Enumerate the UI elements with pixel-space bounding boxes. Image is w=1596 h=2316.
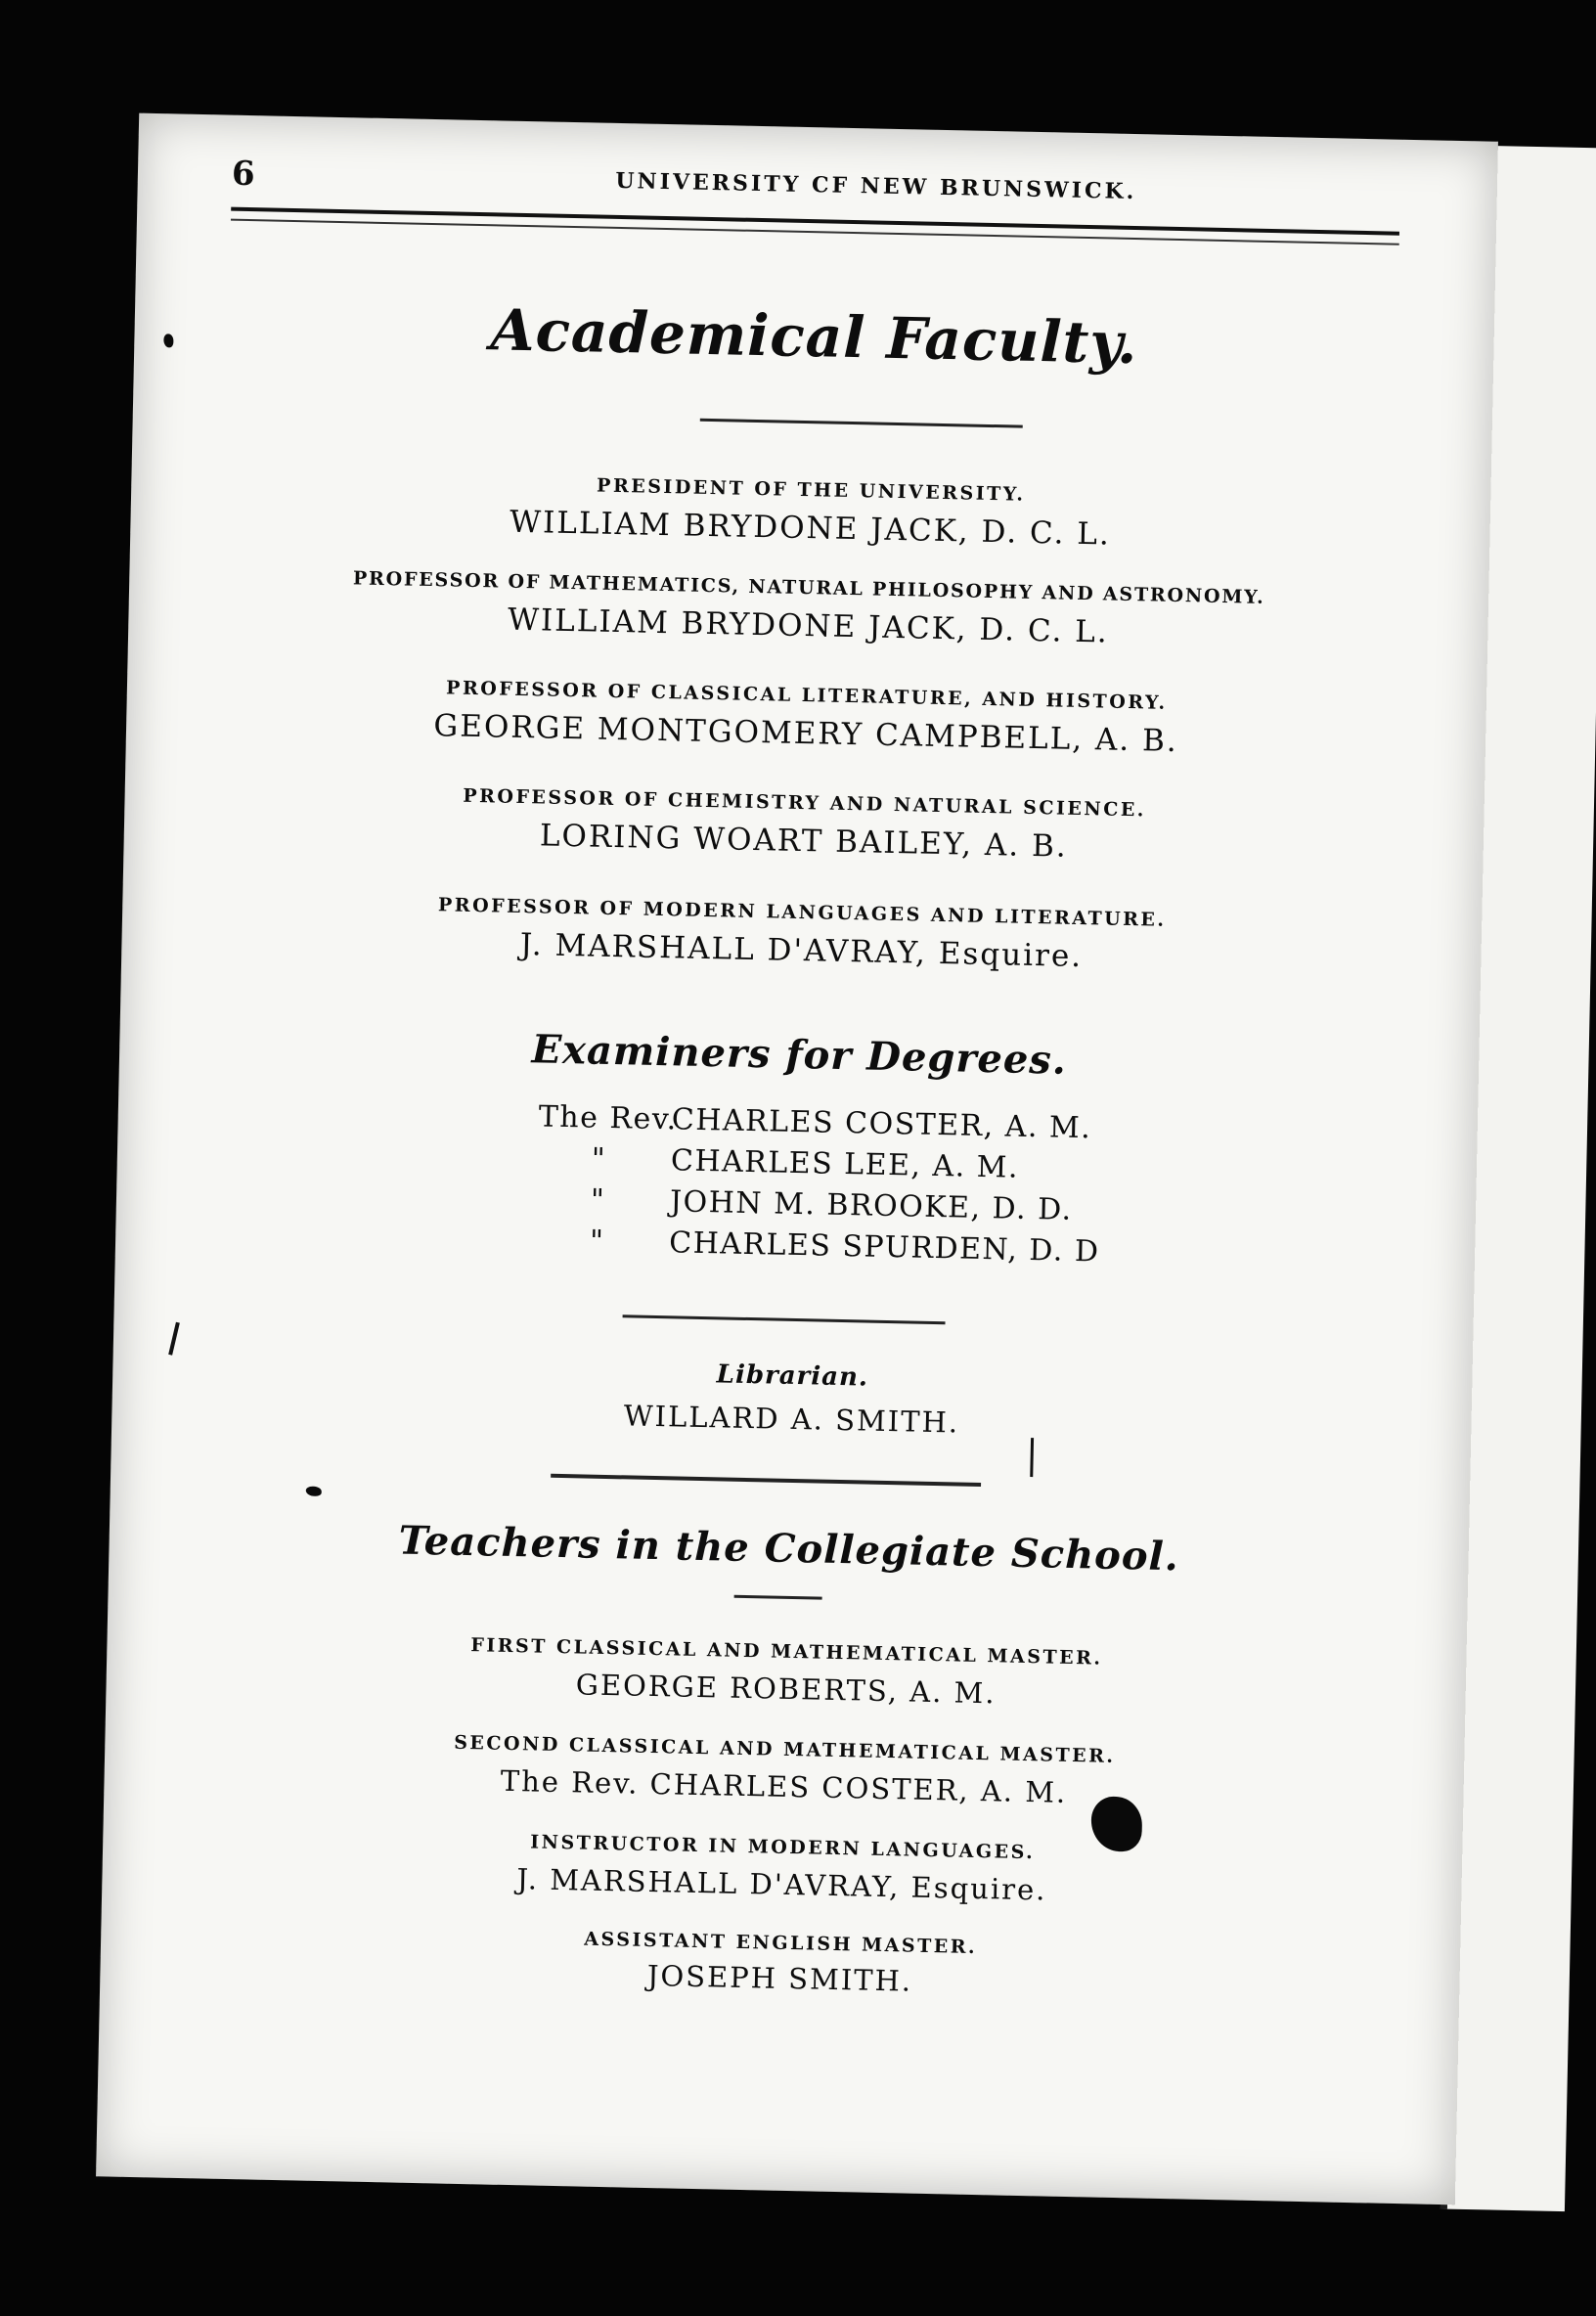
running-head: UNIVERSITY CF NEW BRUNSWICK. bbox=[615, 167, 1137, 205]
faculty-title: PROFESSOR OF MATHEMATICS, NATURAL PHILOSOPHY AND ASTRONOMY. bbox=[352, 567, 1265, 608]
examiner-prefix: The Rev. bbox=[538, 1099, 679, 1137]
examiner-row bbox=[538, 1099, 1091, 1145]
faculty-name: J. MARSHALL D'AVRAY, Esquire. bbox=[519, 927, 1084, 975]
ink-mark bbox=[1030, 1438, 1034, 1477]
examiner-name: CHARLES LEE, A. M. bbox=[670, 1143, 1020, 1185]
examiner-name: JOHN M. BROOKE, D. D. bbox=[669, 1184, 1074, 1227]
examiner-row bbox=[537, 1181, 1073, 1226]
examiner-row bbox=[538, 1140, 1020, 1184]
teacher-name: The Rev. CHARLES COSTER, A. M. bbox=[500, 1763, 1068, 1809]
librarian-name: WILLARD A. SMITH. bbox=[623, 1399, 960, 1440]
page-number: 6 bbox=[231, 154, 256, 195]
examiner-name: CHARLES SPURDEN, D. D bbox=[668, 1225, 1100, 1269]
examiners-heading: Examiners for Degrees. bbox=[531, 1026, 1068, 1084]
teacher-name: J. MARSHALL D'AVRAY, Esquire. bbox=[516, 1862, 1047, 1907]
examiner-row bbox=[536, 1223, 1100, 1269]
teacher-title: ASSISTANT ENGLISH MASTER. bbox=[584, 1928, 978, 1959]
faculty-title: PROFESSOR OF MODERN LANGUAGES AND LITERATURE. bbox=[437, 894, 1167, 931]
ditto-mark: " bbox=[589, 1224, 605, 1259]
section-rule bbox=[623, 1314, 946, 1324]
section-rule bbox=[551, 1474, 981, 1487]
book-page bbox=[96, 113, 1498, 2205]
academical-faculty-heading: Academical Faculty. bbox=[489, 296, 1139, 378]
teacher-title: FIRST CLASSICAL AND MATHEMATICAL MASTER. bbox=[470, 1634, 1103, 1670]
collegiate-school-heading: Teachers in the Collegiate School. bbox=[398, 1517, 1180, 1581]
faculty-title: PRESIDENT OF THE UNIVERSITY. bbox=[596, 474, 1026, 506]
teacher-name: GEORGE ROBERTS, A. M. bbox=[575, 1668, 997, 1711]
ditto-mark: " bbox=[591, 1141, 607, 1177]
librarian-heading: Librarian. bbox=[716, 1359, 869, 1393]
faculty-title: PROFESSOR OF CHEMISTRY AND NATURAL SCIENCE. bbox=[463, 784, 1147, 822]
faculty-name: GEORGE MONTGOMERY CAMPBELL, A. B. bbox=[433, 708, 1179, 760]
section-rule bbox=[700, 419, 1023, 428]
faculty-name: WILLIAM BRYDONE JACK, D. C. L. bbox=[507, 601, 1110, 650]
teacher-title: SECOND CLASSICAL AND MATHEMATICAL MASTER. bbox=[453, 1731, 1116, 1767]
ink-speck bbox=[163, 334, 173, 347]
faculty-title: PROFESSOR OF CLASSICAL LITERATURE, AND HISTORY. bbox=[445, 677, 1168, 714]
header-rule bbox=[231, 207, 1399, 245]
faculty-name: WILLIAM BRYDONE JACK, D. C. L. bbox=[509, 504, 1112, 553]
ditto-mark: " bbox=[590, 1182, 606, 1218]
faculty-name: LORING WOART BAILEY, A. B. bbox=[539, 818, 1069, 865]
section-rule bbox=[734, 1595, 822, 1600]
teacher-title: INSTRUCTOR IN MODERN LANGUAGES. bbox=[529, 1831, 1036, 1864]
ink-speck bbox=[306, 1487, 322, 1496]
examiner-name: CHARLES COSTER, A. M. bbox=[671, 1102, 1092, 1146]
teacher-name: JOSEPH SMITH. bbox=[646, 1958, 913, 1998]
